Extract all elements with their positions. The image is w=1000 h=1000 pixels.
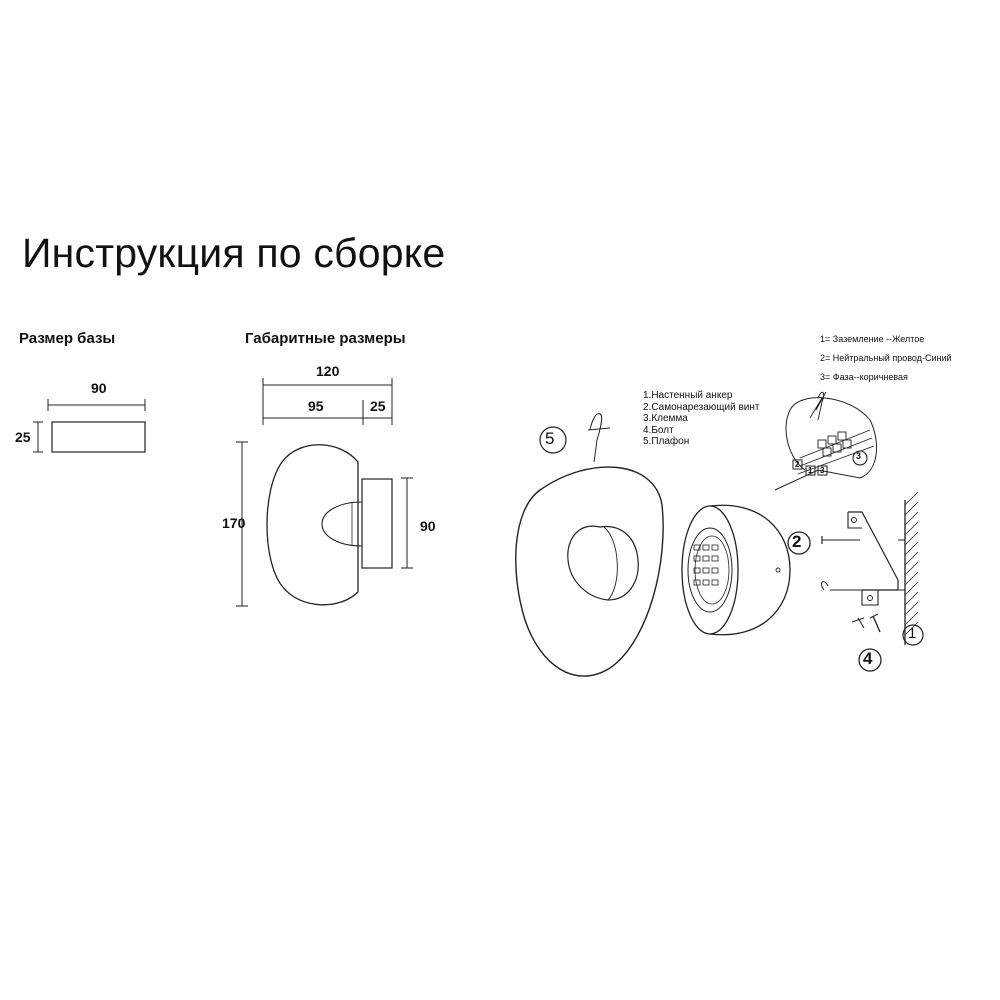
terminal-label-3: 3 xyxy=(820,466,825,475)
base-size-drawing xyxy=(33,399,145,452)
overall-dimensions-drawing xyxy=(236,378,413,606)
callout-2: 2 xyxy=(792,532,802,551)
base-size-label: Размер базы xyxy=(19,330,116,347)
exploded-view xyxy=(516,392,923,676)
total-width-value: 120 xyxy=(316,363,340,379)
terminal-callout-3: 3 xyxy=(856,451,862,461)
callout-5: 5 xyxy=(545,429,555,448)
base-height-value: 25 xyxy=(15,429,31,445)
shade-width-value: 95 xyxy=(308,398,324,414)
parts-list-item: 5.Плафон xyxy=(643,436,690,448)
shade-height-value: 170 xyxy=(222,515,246,531)
page-title: Инструкция по сборке xyxy=(22,230,446,276)
parts-list-item: 2.Самонарезающий винт xyxy=(643,401,760,413)
callout-4: 4 xyxy=(863,649,873,668)
parts-list-item: 1.Настенный анкер xyxy=(643,390,733,401)
base-depth-value: 25 xyxy=(370,398,386,414)
wiring-legend-item: 3= Фаза--коричневая xyxy=(820,372,908,382)
base-height-overall-value: 90 xyxy=(420,518,436,534)
terminal-label-2: 2 xyxy=(795,460,800,469)
parts-list-item: 4.Болт xyxy=(643,424,674,436)
parts-list-item: 3.Клемма xyxy=(643,413,688,425)
base-width-value: 90 xyxy=(91,380,107,396)
terminal-label-1: 1 xyxy=(808,466,813,475)
overall-dimensions-label: Габаритные размеры xyxy=(245,330,406,347)
wiring-legend-item: 2= Нейтральный провод-Синий xyxy=(820,353,952,363)
wiring-legend-item: 1= Заземление --Желтое xyxy=(820,334,925,344)
callout-1: 1 xyxy=(908,625,917,642)
